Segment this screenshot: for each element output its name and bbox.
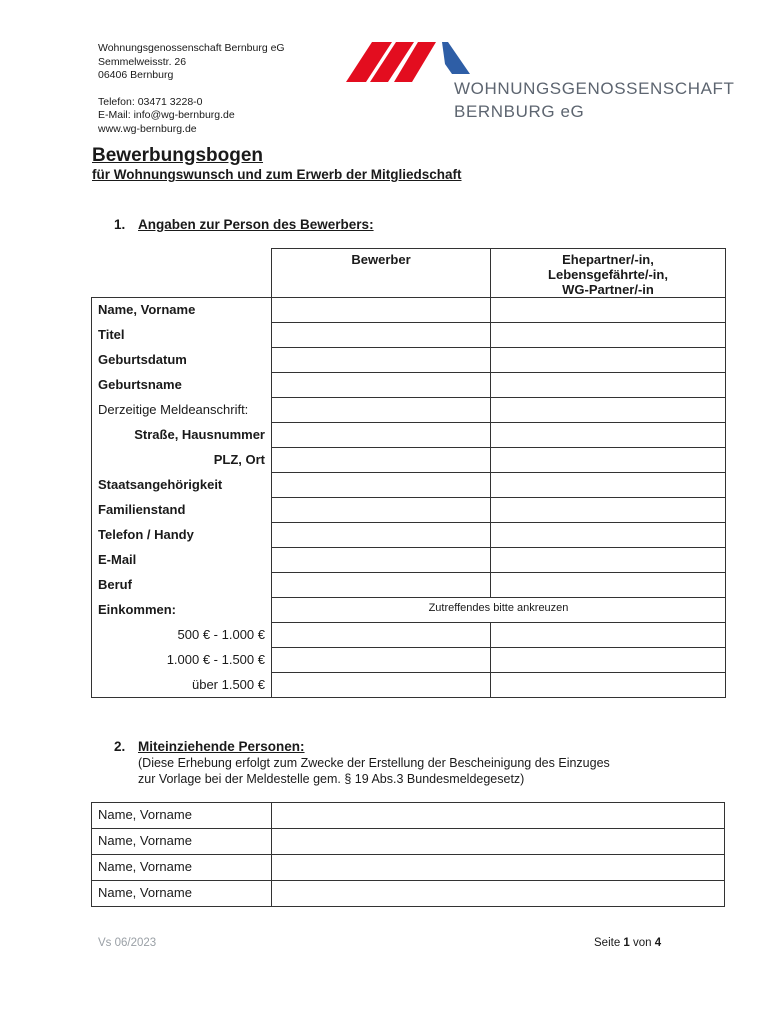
- logo-line-2: BERNBURG eG: [454, 102, 585, 121]
- page-title: Bewerbungsbogen: [92, 145, 264, 166]
- phone: Telefon: 03471 3228-0: [98, 95, 203, 108]
- section1-number: 1.: [114, 217, 126, 232]
- roof-logo-icon: [346, 42, 486, 84]
- checkbox-income-2-partner[interactable]: [491, 648, 726, 673]
- col-applicant-header: Bewerber: [272, 249, 491, 298]
- city: 06406 Bernburg: [98, 69, 174, 81]
- checkbox-income-3-partner[interactable]: [491, 673, 726, 698]
- field-coresident-2[interactable]: [272, 829, 725, 855]
- version-label: Vs 06/2023: [98, 937, 157, 949]
- field-telefon-applicant[interactable]: [272, 523, 491, 548]
- label-coresident-3: Name, Vorname: [92, 855, 272, 881]
- label-geburtsdatum: Geburtsdatum: [92, 348, 272, 373]
- field-telefon-partner[interactable]: [491, 523, 726, 548]
- page-number: 1: [623, 937, 630, 949]
- label-coresident-2: Name, Vorname: [92, 829, 272, 855]
- checkbox-income-3-applicant[interactable]: [272, 673, 491, 698]
- label-geburtsname: Geburtsname: [92, 373, 272, 398]
- label-beruf: Beruf: [92, 573, 272, 598]
- field-strasse-applicant[interactable]: [272, 423, 491, 448]
- section2-title: Miteinziehende Personen:: [138, 739, 305, 754]
- website: www.wg-bernburg.de: [98, 122, 197, 135]
- checkbox-income-2-applicant[interactable]: [272, 648, 491, 673]
- label-einkommen: Einkommen:: [92, 598, 272, 623]
- field-staat-partner[interactable]: [491, 473, 726, 498]
- address-block: [98, 42, 285, 136]
- field-plz-applicant[interactable]: [272, 448, 491, 473]
- field-anschrift-partner[interactable]: [491, 398, 726, 423]
- field-titel-partner[interactable]: [491, 323, 726, 348]
- label-plz: PLZ, Ort: [92, 448, 272, 473]
- field-familienstand-applicant[interactable]: [272, 498, 491, 523]
- field-plz-partner[interactable]: [491, 448, 726, 473]
- field-beruf-applicant[interactable]: [272, 573, 491, 598]
- field-familienstand-partner[interactable]: [491, 498, 726, 523]
- field-name-applicant[interactable]: [272, 298, 491, 323]
- col-partner-header: Ehepartner/-in, Lebensgefährte/-in, WG-Partner/-in: [491, 249, 726, 298]
- label-name: Name, Vorname: [92, 298, 272, 323]
- applicant-table: [91, 248, 726, 698]
- page-total: 4: [654, 937, 662, 949]
- section1-heading: [114, 217, 374, 232]
- co-residents-table: [91, 802, 725, 907]
- field-email-applicant[interactable]: [272, 548, 491, 573]
- label-familienstand: Familienstand: [92, 498, 272, 523]
- street: Semmelweisstr. 26: [98, 55, 187, 68]
- label-coresident-1: Name, Vorname: [92, 803, 272, 829]
- org-name: Wohnungsgenossenschaft Bernburg eG: [98, 42, 285, 54]
- label-income-3: über 1.500 €: [92, 673, 272, 698]
- field-staat-applicant[interactable]: [272, 473, 491, 498]
- label-strasse: Straße, Hausnummer: [92, 423, 272, 448]
- label-titel: Titel: [92, 323, 272, 348]
- section2-number: 2.: [114, 739, 126, 754]
- logo-line-1: WOHNUNGSGENOSSENSCHAFT: [454, 79, 735, 98]
- field-anschrift-applicant[interactable]: [272, 398, 491, 423]
- label-telefon: Telefon / Handy: [92, 523, 272, 548]
- section2-note: (Diese Erhebung erfolgt zum Zwecke der Erstellung der Bescheinigung des Einzuges zur Vorlage bei der Meldestelle gem. § 19 Abs.3 Bundesmeldegesetz): [138, 756, 610, 786]
- section1-title: Angaben zur Person des Bewerbers:: [138, 217, 374, 232]
- label-income-2: 1.000 € - 1.500 €: [92, 648, 272, 673]
- page-indicator: Seite 1 von 4: [594, 937, 662, 949]
- label-email: E-Mail: [92, 548, 272, 573]
- section2-heading: [114, 739, 610, 787]
- field-geburtsdatum-partner[interactable]: [491, 348, 726, 373]
- email: E-Mail: info@wg-bernburg.de: [98, 109, 235, 121]
- field-strasse-partner[interactable]: [491, 423, 726, 448]
- field-geburtsname-applicant[interactable]: [272, 373, 491, 398]
- field-beruf-partner[interactable]: [491, 573, 726, 598]
- checkbox-income-1-applicant[interactable]: [272, 623, 491, 648]
- label-income-1: 500 € - 1.000 €: [92, 623, 272, 648]
- page-subtitle: für Wohnungswunsch und zum Erwerb der Mitgliedschaft: [92, 167, 462, 182]
- field-coresident-1[interactable]: [272, 803, 725, 829]
- field-geburtsdatum-applicant[interactable]: [272, 348, 491, 373]
- field-name-partner[interactable]: [491, 298, 726, 323]
- field-coresident-3[interactable]: [272, 855, 725, 881]
- field-coresident-4[interactable]: [272, 881, 725, 907]
- einkommen-hint: Zutreffendes bitte ankreuzen: [272, 598, 726, 623]
- label-staat: Staatsangehörigkeit: [92, 473, 272, 498]
- label-coresident-4: Name, Vorname: [92, 881, 272, 907]
- field-geburtsname-partner[interactable]: [491, 373, 726, 398]
- field-titel-applicant[interactable]: [272, 323, 491, 348]
- label-anschrift: Derzeitige Meldeanschrift:: [92, 398, 272, 423]
- company-logo: [346, 42, 736, 122]
- field-email-partner[interactable]: [491, 548, 726, 573]
- checkbox-income-1-partner[interactable]: [491, 623, 726, 648]
